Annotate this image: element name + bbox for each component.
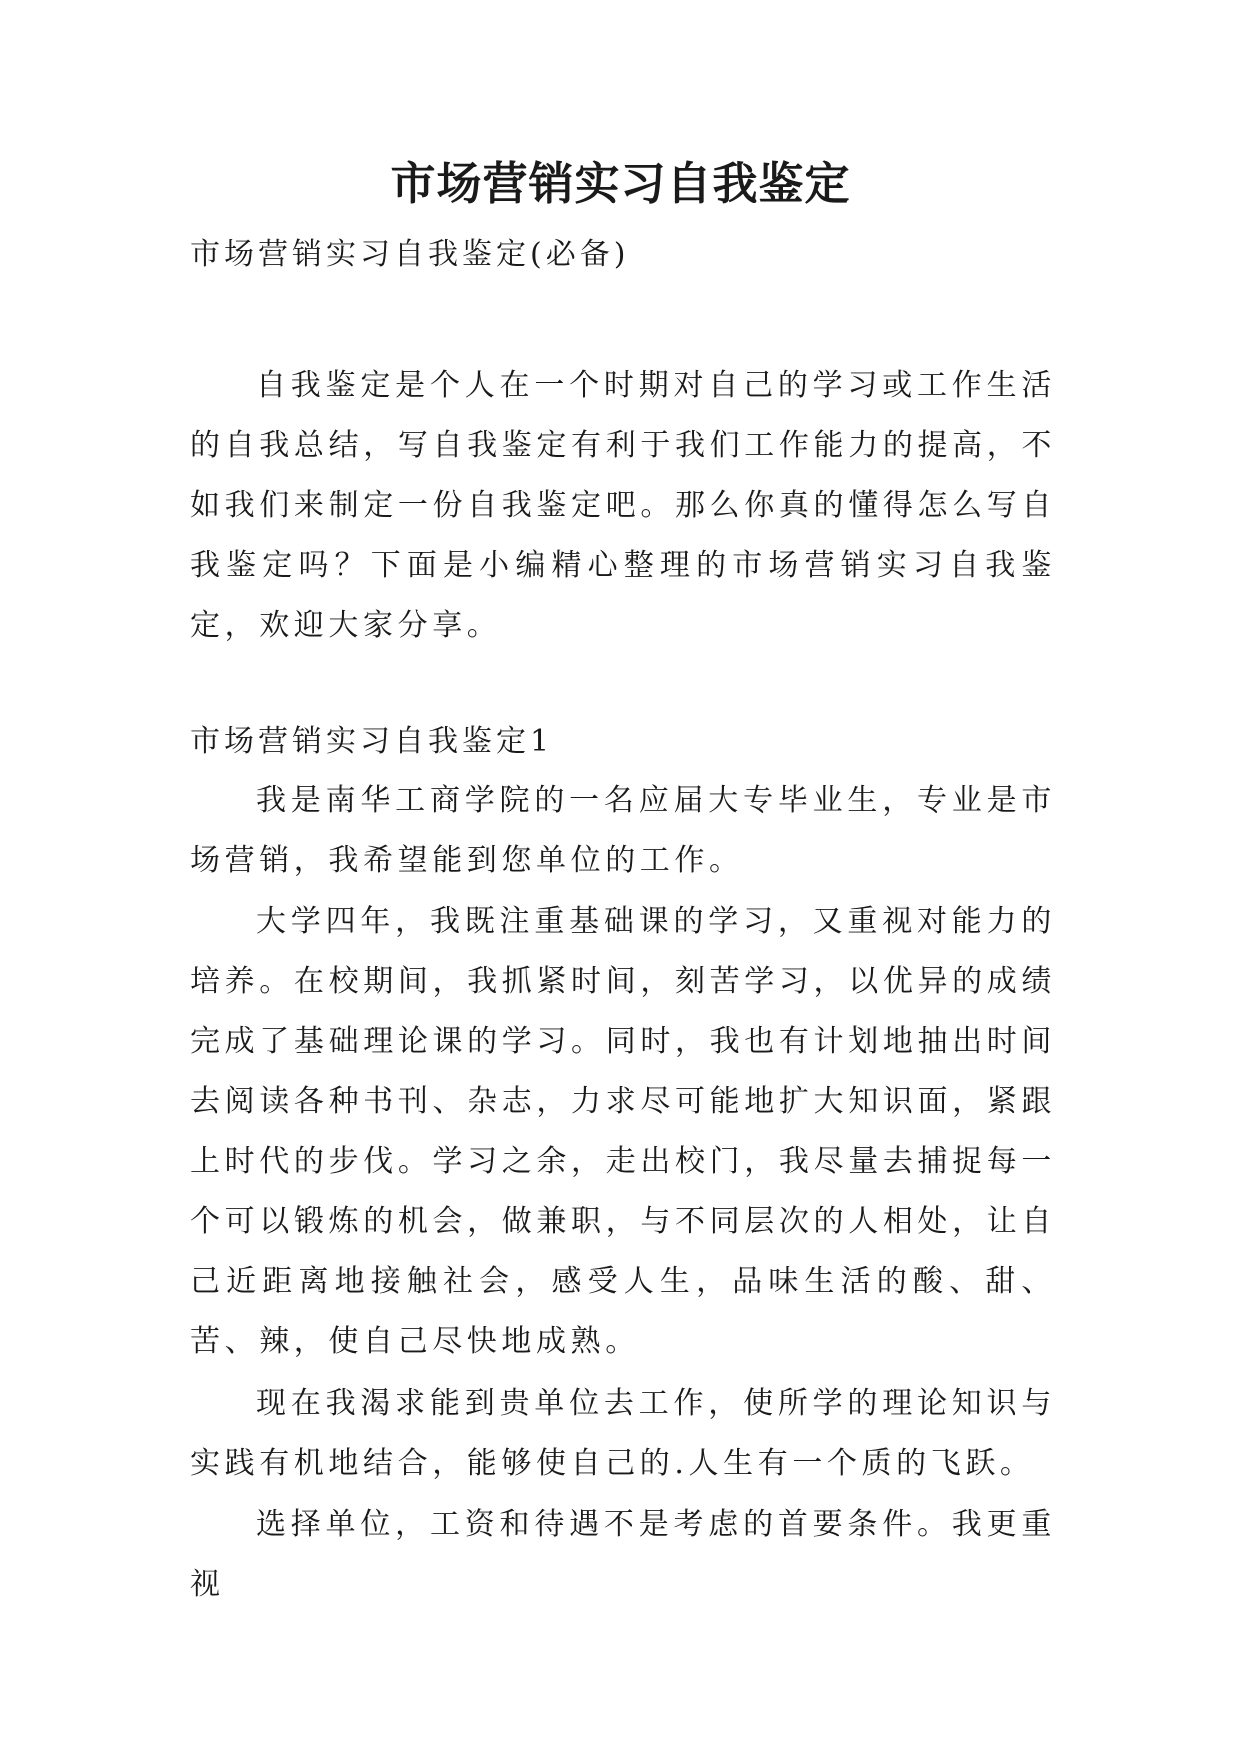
section-heading: 市场营销实习自我鉴定1 <box>190 724 554 759</box>
body-paragraph: 大学四年，我既注重基础课的学习，又重视对能力的培养。在校期间，我抓紧时间，刻苦学习，以优异的成绩完成了基础理论课的学习。同时，我也有计划地抽出时间去阅读各种书刊、杂志，力求尽可能地扩大知识面，紧跟上时代的步伐。学习之余，走出校门，我尽量去捕捉每一个可以锻炼的机会，做兼职，与不同层次的人相处，让自己近距离地接触社会，感受人生，品味生活的酸、甜、苦、辣，使自己尽快地成熟。 <box>190 904 1056 1359</box>
document-subtitle: 市场营销实习自我鉴定(必备) <box>190 237 630 272</box>
intro-paragraph: 自我鉴定是个人在一个时期对自己的学习或工作生活的自我总结，写自我鉴定有利于我们工作能力的提高，不如我们来制定一份自我鉴定吧。那么你真的懂得怎么写自我鉴定吗？下面是小编精心整理的市场营销实习自我鉴定，欢迎大家分享。 <box>190 368 1056 643</box>
document-title: 市场营销实习自我鉴定 <box>390 157 851 210</box>
body-paragraph: 现在我渴求能到贵单位去工作，使所学的理论知识与实践有机地结合，能够使自己的.人生有一个质的飞跃。 <box>190 1386 1056 1481</box>
body-paragraph: 选择单位，工资和待遇不是考虑的首要条件。我更重视 <box>190 1507 1056 1602</box>
body-paragraph: 我是南华工商学院的一名应届大专毕业生，专业是市场营销，我希望能到您单位的工作。 <box>190 783 1056 878</box>
